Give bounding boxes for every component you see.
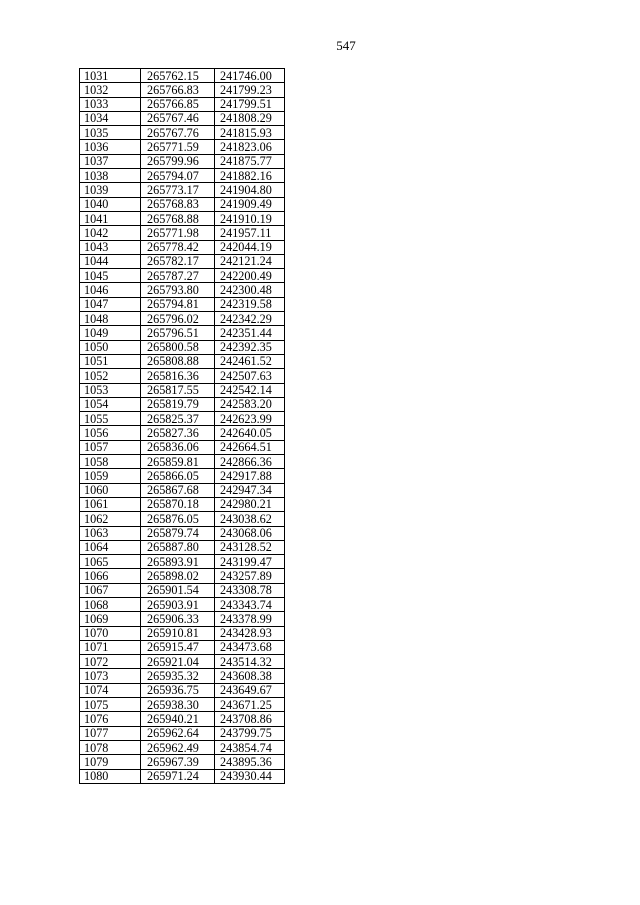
point-number-cell: 1076	[80, 712, 141, 726]
table-row	[80, 397, 285, 411]
table-row	[80, 354, 285, 368]
table-row	[80, 297, 285, 311]
y-coordinate-cell: 242121.24	[215, 254, 285, 268]
point-number-cell: 1035	[80, 126, 141, 140]
x-coordinate-cell: 265799.96	[141, 154, 215, 168]
point-number-cell: 1075	[80, 698, 141, 712]
y-coordinate-cell: 242351.44	[215, 326, 285, 340]
y-coordinate-cell: 243708.86	[215, 712, 285, 726]
y-coordinate-cell: 241808.29	[215, 111, 285, 125]
point-number-cell: 1065	[80, 555, 141, 569]
y-coordinate-cell: 242664.51	[215, 440, 285, 454]
table-row	[80, 683, 285, 697]
point-number-cell: 1031	[80, 69, 141, 83]
x-coordinate-cell: 265898.02	[141, 569, 215, 583]
table-row	[80, 211, 285, 225]
point-number-cell: 1077	[80, 726, 141, 740]
x-coordinate-cell: 265887.80	[141, 540, 215, 554]
y-coordinate-cell: 241875.77	[215, 154, 285, 168]
point-number-cell: 1051	[80, 354, 141, 368]
point-number-cell: 1052	[80, 369, 141, 383]
table-row	[80, 197, 285, 211]
x-coordinate-cell: 265836.06	[141, 440, 215, 454]
coordinates-table	[79, 68, 285, 784]
y-coordinate-cell: 242980.21	[215, 497, 285, 511]
table-row	[80, 669, 285, 683]
x-coordinate-cell: 265827.36	[141, 426, 215, 440]
y-coordinate-cell: 243128.52	[215, 540, 285, 554]
point-number-cell: 1073	[80, 669, 141, 683]
point-number-cell: 1079	[80, 755, 141, 769]
x-coordinate-cell: 265938.30	[141, 698, 215, 712]
point-number-cell: 1033	[80, 97, 141, 111]
y-coordinate-cell: 243428.93	[215, 626, 285, 640]
table-row	[80, 712, 285, 726]
table-row	[80, 240, 285, 254]
x-coordinate-cell: 265762.15	[141, 69, 215, 83]
table-row	[80, 497, 285, 511]
table-row	[80, 555, 285, 569]
coordinates-table-body	[80, 69, 285, 784]
page-number: 547	[336, 38, 356, 53]
y-coordinate-cell: 242917.88	[215, 469, 285, 483]
point-number-cell: 1034	[80, 111, 141, 125]
x-coordinate-cell: 265935.32	[141, 669, 215, 683]
x-coordinate-cell: 265906.33	[141, 612, 215, 626]
point-number-cell: 1041	[80, 211, 141, 225]
point-number-cell: 1056	[80, 426, 141, 440]
y-coordinate-cell: 242623.99	[215, 412, 285, 426]
x-coordinate-cell: 265971.24	[141, 769, 215, 783]
point-number-cell: 1074	[80, 683, 141, 697]
point-number-cell: 1036	[80, 140, 141, 154]
x-coordinate-cell: 265936.75	[141, 683, 215, 697]
y-coordinate-cell: 243799.75	[215, 726, 285, 740]
table-row	[80, 111, 285, 125]
x-coordinate-cell: 265778.42	[141, 240, 215, 254]
x-coordinate-cell: 265782.17	[141, 254, 215, 268]
point-number-cell: 1032	[80, 83, 141, 97]
y-coordinate-cell: 243514.32	[215, 655, 285, 669]
y-coordinate-cell: 242640.05	[215, 426, 285, 440]
table-row	[80, 540, 285, 554]
y-coordinate-cell: 243378.99	[215, 612, 285, 626]
x-coordinate-cell: 265910.81	[141, 626, 215, 640]
table-row	[80, 569, 285, 583]
table-row	[80, 583, 285, 597]
table-row	[80, 698, 285, 712]
point-number-cell: 1054	[80, 397, 141, 411]
point-number-cell: 1038	[80, 169, 141, 183]
point-number-cell: 1047	[80, 297, 141, 311]
y-coordinate-cell: 241823.06	[215, 140, 285, 154]
x-coordinate-cell: 265859.81	[141, 455, 215, 469]
x-coordinate-cell: 265767.76	[141, 126, 215, 140]
x-coordinate-cell: 265921.04	[141, 655, 215, 669]
table-row	[80, 369, 285, 383]
x-coordinate-cell: 265771.59	[141, 140, 215, 154]
table-row	[80, 254, 285, 268]
x-coordinate-cell: 265967.39	[141, 755, 215, 769]
y-coordinate-cell: 242200.49	[215, 269, 285, 283]
y-coordinate-cell: 243038.62	[215, 512, 285, 526]
table-row	[80, 597, 285, 611]
x-coordinate-cell: 265796.51	[141, 326, 215, 340]
x-coordinate-cell: 265819.79	[141, 397, 215, 411]
table-row	[80, 226, 285, 240]
table-row	[80, 483, 285, 497]
x-coordinate-cell: 265915.47	[141, 640, 215, 654]
point-number-cell: 1060	[80, 483, 141, 497]
y-coordinate-cell: 243854.74	[215, 740, 285, 754]
point-number-cell: 1061	[80, 497, 141, 511]
y-coordinate-cell: 242542.14	[215, 383, 285, 397]
y-coordinate-cell: 243473.68	[215, 640, 285, 654]
x-coordinate-cell: 265773.17	[141, 183, 215, 197]
table-row	[80, 755, 285, 769]
y-coordinate-cell: 242947.34	[215, 483, 285, 497]
y-coordinate-cell: 243068.06	[215, 526, 285, 540]
table-row	[80, 326, 285, 340]
point-number-cell: 1064	[80, 540, 141, 554]
y-coordinate-cell: 242319.58	[215, 297, 285, 311]
point-number-cell: 1069	[80, 612, 141, 626]
x-coordinate-cell: 265867.68	[141, 483, 215, 497]
table-row	[80, 526, 285, 540]
point-number-cell: 1057	[80, 440, 141, 454]
point-number-cell: 1044	[80, 254, 141, 268]
point-number-cell: 1050	[80, 340, 141, 354]
point-number-cell: 1055	[80, 412, 141, 426]
x-coordinate-cell: 265893.91	[141, 555, 215, 569]
table-row	[80, 69, 285, 83]
table-row	[80, 612, 285, 626]
point-number-cell: 1045	[80, 269, 141, 283]
y-coordinate-cell: 242300.48	[215, 283, 285, 297]
table-row	[80, 769, 285, 783]
point-number-cell: 1062	[80, 512, 141, 526]
table-row	[80, 455, 285, 469]
point-number-cell: 1070	[80, 626, 141, 640]
table-row	[80, 340, 285, 354]
y-coordinate-cell: 242392.35	[215, 340, 285, 354]
y-coordinate-cell: 243671.25	[215, 698, 285, 712]
table-row	[80, 426, 285, 440]
table-row	[80, 412, 285, 426]
x-coordinate-cell: 265817.55	[141, 383, 215, 397]
x-coordinate-cell: 265800.58	[141, 340, 215, 354]
point-number-cell: 1078	[80, 740, 141, 754]
y-coordinate-cell: 243199.47	[215, 555, 285, 569]
x-coordinate-cell: 265771.98	[141, 226, 215, 240]
x-coordinate-cell: 265940.21	[141, 712, 215, 726]
x-coordinate-cell: 265816.36	[141, 369, 215, 383]
point-number-cell: 1059	[80, 469, 141, 483]
point-number-cell: 1040	[80, 197, 141, 211]
x-coordinate-cell: 265879.74	[141, 526, 215, 540]
x-coordinate-cell: 265768.88	[141, 211, 215, 225]
point-number-cell: 1063	[80, 526, 141, 540]
y-coordinate-cell: 241957.11	[215, 226, 285, 240]
y-coordinate-cell: 241799.23	[215, 83, 285, 97]
y-coordinate-cell: 241799.51	[215, 97, 285, 111]
table-row	[80, 469, 285, 483]
point-number-cell: 1053	[80, 383, 141, 397]
y-coordinate-cell: 241909.49	[215, 197, 285, 211]
table-row	[80, 97, 285, 111]
x-coordinate-cell: 265962.49	[141, 740, 215, 754]
table-row	[80, 126, 285, 140]
table-row	[80, 383, 285, 397]
point-number-cell: 1043	[80, 240, 141, 254]
table-row	[80, 269, 285, 283]
table-row	[80, 726, 285, 740]
x-coordinate-cell: 265794.07	[141, 169, 215, 183]
y-coordinate-cell: 242342.29	[215, 312, 285, 326]
point-number-cell: 1080	[80, 769, 141, 783]
table-row	[80, 626, 285, 640]
table-row	[80, 169, 285, 183]
table-row	[80, 512, 285, 526]
y-coordinate-cell: 241746.00	[215, 69, 285, 83]
point-number-cell: 1072	[80, 655, 141, 669]
x-coordinate-cell: 265794.81	[141, 297, 215, 311]
y-coordinate-cell: 243930.44	[215, 769, 285, 783]
point-number-cell: 1049	[80, 326, 141, 340]
point-number-cell: 1071	[80, 640, 141, 654]
table-row	[80, 440, 285, 454]
y-coordinate-cell: 241910.19	[215, 211, 285, 225]
x-coordinate-cell: 265787.27	[141, 269, 215, 283]
x-coordinate-cell: 265876.05	[141, 512, 215, 526]
y-coordinate-cell: 243257.89	[215, 569, 285, 583]
table-row	[80, 655, 285, 669]
table-row	[80, 83, 285, 97]
point-number-cell: 1039	[80, 183, 141, 197]
point-number-cell: 1058	[80, 455, 141, 469]
y-coordinate-cell: 242583.20	[215, 397, 285, 411]
x-coordinate-cell: 265796.02	[141, 312, 215, 326]
y-coordinate-cell: 243895.36	[215, 755, 285, 769]
y-coordinate-cell: 243308.78	[215, 583, 285, 597]
x-coordinate-cell: 265870.18	[141, 497, 215, 511]
y-coordinate-cell: 242461.52	[215, 354, 285, 368]
y-coordinate-cell: 241882.16	[215, 169, 285, 183]
x-coordinate-cell: 265768.83	[141, 197, 215, 211]
point-number-cell: 1068	[80, 597, 141, 611]
y-coordinate-cell: 242507.63	[215, 369, 285, 383]
table-row	[80, 740, 285, 754]
y-coordinate-cell: 241904.80	[215, 183, 285, 197]
point-number-cell: 1046	[80, 283, 141, 297]
y-coordinate-cell: 243343.74	[215, 597, 285, 611]
point-number-cell: 1067	[80, 583, 141, 597]
x-coordinate-cell: 265766.83	[141, 83, 215, 97]
table-row	[80, 140, 285, 154]
table-row	[80, 312, 285, 326]
x-coordinate-cell: 265766.85	[141, 97, 215, 111]
x-coordinate-cell: 265808.88	[141, 354, 215, 368]
y-coordinate-cell: 243649.67	[215, 683, 285, 697]
point-number-cell: 1042	[80, 226, 141, 240]
y-coordinate-cell: 243608.38	[215, 669, 285, 683]
x-coordinate-cell: 265866.05	[141, 469, 215, 483]
table-row	[80, 640, 285, 654]
point-number-cell: 1048	[80, 312, 141, 326]
x-coordinate-cell: 265825.37	[141, 412, 215, 426]
x-coordinate-cell: 265962.64	[141, 726, 215, 740]
table-row	[80, 283, 285, 297]
point-number-cell: 1066	[80, 569, 141, 583]
y-coordinate-cell: 241815.93	[215, 126, 285, 140]
y-coordinate-cell: 242044.19	[215, 240, 285, 254]
x-coordinate-cell: 265903.91	[141, 597, 215, 611]
point-number-cell: 1037	[80, 154, 141, 168]
x-coordinate-cell: 265793.80	[141, 283, 215, 297]
x-coordinate-cell: 265767.46	[141, 111, 215, 125]
table-row	[80, 183, 285, 197]
y-coordinate-cell: 242866.36	[215, 455, 285, 469]
x-coordinate-cell: 265901.54	[141, 583, 215, 597]
table-row	[80, 154, 285, 168]
